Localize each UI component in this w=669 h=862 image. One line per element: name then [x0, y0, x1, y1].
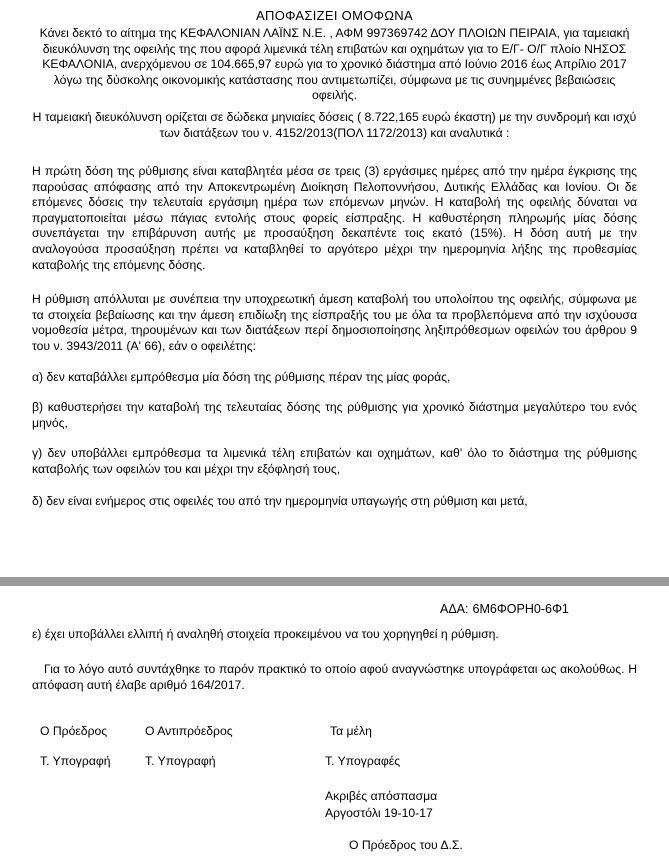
condition-b: β) καθυστερήσει την καταβολή της τελευταίας δόσης της ρύθμισης για χρονικό διάστημα μεγαλύτερο του ενός μηνός, — [32, 400, 637, 430]
ada-stamp — [440, 602, 569, 616]
decision-title: ΑΠΟΦΑΣΙΖΕΙ ΟΜΟΦΩΝΑ — [256, 8, 413, 23]
signature-vice-president-title: Ο Αντιπρόεδρος — [145, 724, 233, 738]
signature-members-title: Τα μέλη — [330, 724, 372, 738]
signature-vice-sign: Τ. Υπογραφή — [145, 754, 216, 768]
chair-signature: Ο Πρόεδρος του Δ.Σ. — [349, 838, 463, 852]
paragraph-installments: Η ταμειακή διευκόλυνση ορίζεται σε δώδεκα μηνιαίες δόσεις ( 8.722,165 ευρώ έκαστη) με την συνδρομή και ισχύ των διατάξεων του ν. 4152/2013(ΠΟΛ 1172/2013) και αναλυτικά : — [32, 110, 637, 140]
condition-a: α) δεν καταβάλλει εμπρόθεσμα μία δόση της ρύθμισης πέραν της μίας φοράς, — [32, 370, 451, 384]
condition-c: γ) δεν υποβάλλει εμπρόθεσμα τα λιμενικά τέλη επιβατών και οχημάτων, καθ' όλο το διάστημα της ρύθμισης καταβολής των οφειλών του και μέχρι την εξόφλησή τους, — [32, 446, 637, 476]
ada-label: ΑΔΑ: — [440, 602, 469, 616]
place-date: Αργοστόλι 19-10-17 — [325, 806, 433, 820]
signature-members-sign: Τ. Υπογραφές — [325, 754, 401, 768]
signature-president-sign: Τ. Υπογραφή — [40, 754, 111, 768]
condition-e: ε) έχει υποβάλλει ελλιπή ή αναληθή στοιχεία προκειμένου να του χορηγηθεί η ρύθμιση. — [32, 627, 499, 641]
signature-president-title: Ο Πρόεδρος — [40, 724, 108, 738]
paragraph-request: Κάνει δεκτό το αίτημα της ΚΕΦΑΛΟΝΙΑΝ ΛΑΪΝΣ Ν.Ε. , ΑΦΜ 997369742 ΔΟΥ ΠΛΟΙΩΝ ΠΕΙΡΑΙΑ, για ταμειακή διευκόλυνση της οφειλής της που αφορά λιμενικά τέλη επιβατών και οχημάτων για το Ε/Γ- Ο/Γ πλοίο ΝΗΣΟΣ ΚΕΦΑΛΟΝΙΑ, ανερχόμενου σε 104.665,97 ευρώ για το χρονικό διάστημα από Ιούνιο 2016 έως Απρίλιο 2017 λόγω της δύσκολης οικονομικής κατάστασης που αντιμετωπίζει, σύμφωνα με τις συνημμένες βεβαιώσεις οφειλής. — [39, 26, 630, 103]
ada-value: 6Μ6ΦΟΡΗ0-6Φ1 — [472, 602, 569, 616]
true-copy-label: Ακριβές απόσπασμα — [325, 789, 438, 803]
closing-paragraph: Για το λόγο αυτό συντάχθηκε το παρόν πρακτικό το οποίο αφού αναγνώστηκε υπογράφεται ως ακολούθως. Η απόφαση αυτή έλαβε αριθμό 164/2017. — [32, 662, 637, 692]
page-divider — [0, 577, 669, 586]
paragraph-forfeiture: Η ρύθμιση απόλλυται με συνέπεια την υποχρεωτική άμεση καταβολή του υπολοίπου της οφειλής, σύμφωνα με τα στοιχεία βεβαίωσης και την άμεση επιδίωξη της είσπραξής του με όλα τα προβλεπόμενα από την ισχύουσα νομοθεσία μέτρα, τηρουμένων και των διατάξεων περί δημοσιοποίησης ληξιπρόθεσμων οφειλών του άρθρου 9 του ν. 3943/2011 (Α' 66), εάν ο οφειλέτης: — [32, 292, 637, 353]
paragraph-first-installment: Η πρώτη δόση της ρύθμισης είναι καταβλητέα μέσα σε τρεις (3) εργάσιμες ημέρες από την ημέρα έγκρισης της παρούσας απόφασης από την Αποκεντρωμένη Διοίκηση Πελοποννήσου, Δυτικής Ελλάδας και Ιονίου. Οι δε επόμενες δόσεις την τελευταία εργάσιμη ημέρα των επόμενων μηνών. Η καταβολή της οφειλής δύναται να πραγματοποιείται μέσω πάγιας εντολής στους φορείς είσπραξης. Η καθυστέρηση πληρωμής μίας δόσης συνεπάγεται την επιβάρυνση αυτής με προσαύξηση δεκαπέντε τοις εκατό (15%). Η δόση αυτή με την αναλογούσα προσαύξηση πρέπει να καταβληθεί το αργότερο μέχρι την ημερομηνία λήξης της προθεσμίας καταβολής της επόμενης δόσης. — [32, 164, 637, 272]
condition-d: δ) δεν είναι ενήμερος στις οφειλές του από την ημερομηνία υπαγωγής στη ρύθμιση και μετά, — [32, 494, 528, 508]
